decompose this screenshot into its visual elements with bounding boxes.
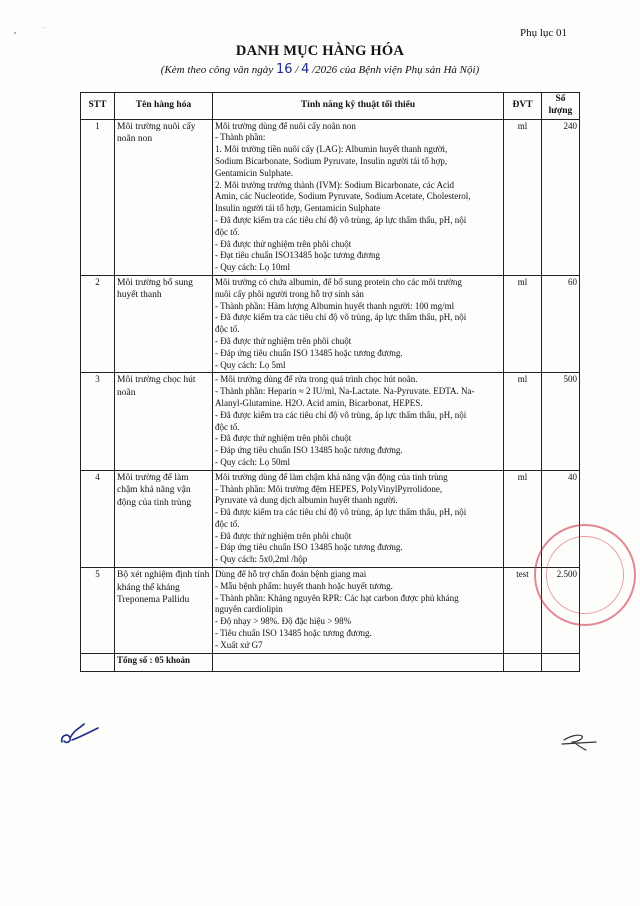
spec-line: Gentamicin Sulphate. [215, 167, 293, 178]
spec-line: - Đã được thử nghiệm trên phôi chuột [215, 433, 352, 444]
total-qty-cell [542, 653, 580, 671]
row-quantity: 60 [542, 275, 580, 372]
spec-line: - Quy cách: Lọ 50ml [215, 456, 290, 467]
row-item-name: Bộ xét nghiệm định tính kháng thể kháng Treponema Pallidu [115, 568, 213, 654]
spec-line: nuôi cấy phôi người trong hỗ trợ sinh sản [215, 288, 364, 299]
row-item-name: Môi trường để làm chậm khả năng vận động của tinh trùng [115, 470, 213, 567]
row-quantity: 2.500 [542, 568, 580, 654]
handwritten-day: 16 [275, 62, 293, 77]
header-unit: ĐVT [504, 93, 542, 120]
spec-line: - Tiêu chuẩn ISO 13485 hoặc tương đương. [215, 628, 372, 639]
table-row [81, 568, 580, 654]
row-unit: ml [504, 275, 542, 372]
row-specs [213, 373, 504, 470]
spec-line: - Quy cách: 5x0,2ml /hộp [215, 554, 308, 565]
table-row [81, 275, 580, 372]
handwritten-month: 4 [301, 62, 310, 77]
row-quantity: 240 [542, 119, 580, 275]
spec-line: - Mẫu bệnh phẩm: huyết thanh hoặc huyết tương. [215, 580, 393, 591]
spec-line: - Đáp ứng tiêu chuẩn ISO 13485 hoặc tương đương. [215, 347, 403, 358]
spec-line: - Thành phần: Hàm lượng Albumin huyết thanh người: 100 mg/ml [215, 300, 455, 311]
total-stt-cell [81, 653, 115, 671]
row-item-name: Môi trường chọc hút noãn [115, 373, 213, 470]
header-specs: Tính năng kỹ thuật tối thiểu [213, 93, 504, 120]
handwritten-initial-left [58, 722, 102, 750]
header-name: Tên hàng hóa [115, 93, 213, 120]
spec-line: - Thành phần: [215, 132, 266, 143]
row-specs [213, 119, 504, 275]
spec-line: - Đã được thử nghiệm trên phôi chuột [215, 335, 352, 346]
row-item-name: Môi trường bổ sung huyết thanh [115, 275, 213, 372]
spec-line: độc tố. [215, 226, 240, 237]
table-header-row [81, 93, 580, 120]
subtitle-prefix: (Kèm theo công văn ngày [160, 64, 274, 76]
spec-line: độc tố. [215, 518, 240, 529]
spec-line: - Đã được thử nghiệm trên phôi chuột [215, 530, 352, 541]
goods-table [80, 92, 580, 672]
table-row [81, 119, 580, 275]
row-stt: 2 [81, 275, 115, 372]
spec-line: - Đã được kiểm tra các tiêu chí độ vô trùng, áp lực thẩm thấu, pH, nội [215, 312, 467, 323]
page-subtitle [0, 62, 640, 77]
row-unit: ml [504, 470, 542, 567]
spec-line: - Đã được kiểm tra các tiêu chí độ vô trùng, áp lực thẩm thấu, pH, nội [215, 507, 467, 518]
row-stt: 1 [81, 119, 115, 275]
row-item-name: Môi trường nuôi cấy noãn non [115, 119, 213, 275]
spec-line: Insulin người tái tổ hợp, Gentamicin Sulphate [215, 203, 381, 214]
spec-line: Môi trường có chứa albumin, để bổ sung protein cho các môi trường [215, 276, 462, 287]
appendix-label: Phụ lục 01 [520, 27, 568, 39]
spec-line: - Quy cách: Lọ 5ml [215, 359, 286, 370]
spec-line: Môi trường dùng để nuôi cấy noãn non [215, 120, 356, 131]
spec-line: - Đáp ứng tiêu chuẩn ISO 13485 hoặc tương đương. [215, 445, 403, 456]
subtitle-separator: / [295, 64, 302, 76]
spec-line: Pyruvate và dung dịch albumin huyết thanh người. [215, 495, 398, 506]
spec-line: Dùng để hỗ trợ chẩn đoán bệnh giang mai [215, 569, 367, 580]
spec-line: - Xuất xứ G7 [215, 639, 263, 650]
total-unit-cell [504, 653, 542, 671]
spec-line: - Đạt tiêu chuẩn ISO13485 hoặc tương đương [215, 250, 380, 261]
table-row [81, 470, 580, 567]
subtitle-suffix: /2026 của Bệnh viện Phụ sản Hà Nội) [312, 64, 480, 76]
spec-line: - Đã được kiểm tra các tiêu chí độ vô trùng, áp lực thẩm thấu, pH, nội [215, 409, 467, 420]
spec-line: - Thành phần: Môi trường đệm HEPES, PolyVinylPyrrolidone, [215, 483, 443, 494]
spec-line: - Đáp ứng tiêu chuẩn ISO 13485 hoặc tương đương. [215, 542, 403, 553]
spec-line: - Thành phần: Kháng nguyên RPR: Các hạt carbon được phủ kháng [215, 592, 459, 603]
spec-line: Sodium Bicarbonate, Sodium Pyruvate, Insulin người tái tổ hợp, [215, 155, 448, 166]
row-stt: 3 [81, 373, 115, 470]
spec-line: 1. Môi trường tiền nuôi cấy (LAG): Albumin huyết thanh người, [215, 144, 448, 155]
spec-line: độc tố. [215, 421, 240, 432]
spec-line: - Đã được thử nghiệm trên phôi chuột [215, 238, 352, 249]
header-quantity: Số lượng [542, 93, 580, 120]
spec-line: - Độ nhạy > 98%. Độ đặc hiệu > 98% [215, 616, 352, 627]
spec-line: - Môi trường dùng để rửa trong quá trình chọc hút noãn. [215, 374, 418, 385]
header-stt: STT [81, 93, 115, 120]
row-specs [213, 470, 504, 567]
spec-line: Alanyl-Glutamine. H2O. Acid amin, Bicarbonat, HEPES. [215, 397, 423, 408]
row-stt: 4 [81, 470, 115, 567]
scan-speck [44, 27, 45, 28]
row-specs [213, 275, 504, 372]
total-row [81, 653, 580, 671]
row-unit: ml [504, 373, 542, 470]
row-quantity: 40 [542, 470, 580, 567]
row-unit: test [504, 568, 542, 654]
scan-speck [14, 32, 16, 34]
spec-line: - Quy cách: Lọ 10ml [215, 262, 290, 273]
handwritten-initial-right [560, 730, 600, 752]
red-stamp [534, 524, 636, 626]
spec-line: độc tố. [215, 324, 240, 335]
page-title: DANH MỤC HÀNG HÓA [235, 43, 405, 59]
red-stamp-inner-ring [546, 536, 624, 614]
table-row [81, 373, 580, 470]
row-stt: 5 [81, 568, 115, 654]
total-specs-cell [213, 653, 504, 671]
spec-line: nguyên cardiolipin [215, 604, 283, 615]
row-specs [213, 568, 504, 654]
spec-line: 2. Môi trường trưởng thành (IVM): Sodium Bicarbonate, các Acid [215, 179, 454, 190]
spec-line: Môi trường dùng để làm chậm khả năng vận động của tinh trùng [215, 471, 448, 482]
spec-line: Amin, các Nucleotide, Sodium Pyruvate, Sodium Acetate, Cholesterol, [215, 191, 471, 202]
spec-line: - Thành phần: Heparin ≈ 2 IU/ml, Na-Lactate. Na-Pyruvate. EDTA. Na- [215, 386, 475, 397]
total-label: Tổng số : 05 khoản [115, 653, 213, 671]
row-quantity: 500 [542, 373, 580, 470]
row-unit: ml [504, 119, 542, 275]
spec-line: - Đã được kiểm tra các tiêu chí độ vô trùng, áp lực thẩm thấu, pH, nội [215, 214, 467, 225]
